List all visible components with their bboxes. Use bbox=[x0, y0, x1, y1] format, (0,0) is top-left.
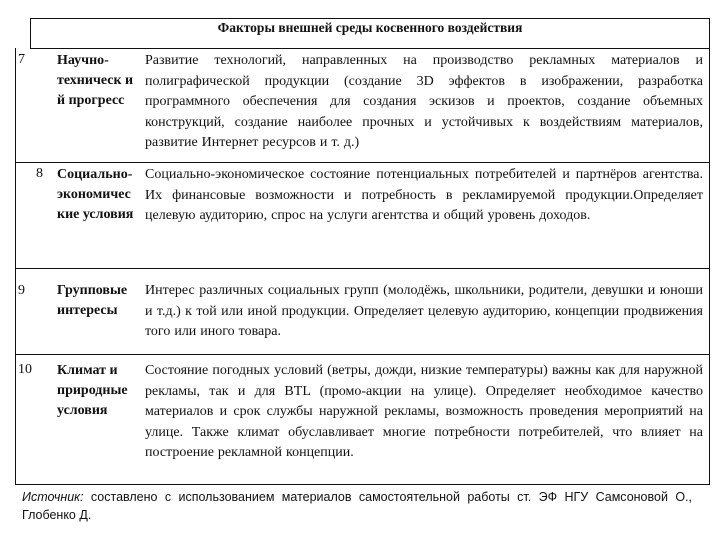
source-text: составлено с использованием материалов самостоятельной работы ст. ЭФ НГУ Самсоновой О., Глобенко Д. bbox=[22, 490, 692, 522]
row-divider bbox=[15, 354, 710, 355]
row-number: 7 bbox=[18, 52, 25, 67]
factor-description: Интерес различных социальных групп (молодёжь, школьники, родители, девушки и юноши и т.д.) к той или иной продукции. Определяет целевую аудиторию, концепции продвижения того или иного товара. bbox=[145, 283, 703, 339]
factor-description: Состояние погодных условий (ветры, дожди, низкие температуры) важны как для наружной рекламы, так и для BTL (промо-акции на улице). Определяет необходимое качество материалов и срок службы наружной рекламы, возможность проведения мероприятий на улице. Также климат обуславливает многие потребности потребителей, что влияет на построение рекламной концепции. bbox=[145, 363, 703, 460]
factor-description: Социально-экономическое состояние потенциальных потребителей и партнёров агентства. Их финансовые возможности и потребность в рекламируемой продукции.Определяет целевую аудиторию, спрос на услуги агентства и общий уровень доходов. bbox=[145, 167, 703, 223]
factor-name: Социально- экономичес кие условия bbox=[57, 167, 134, 222]
row-number: 10 bbox=[18, 362, 32, 377]
table-border-right bbox=[709, 18, 710, 485]
table-border-bottom bbox=[15, 484, 710, 485]
table-title: Факторы внешней среды косвенного воздействия bbox=[217, 20, 523, 35]
factor-name: Климат и природные условия bbox=[57, 363, 128, 418]
factor-name: Групповые интересы bbox=[57, 283, 128, 318]
row-number: 8 bbox=[36, 166, 43, 181]
row-divider bbox=[15, 162, 710, 163]
table-header-divider bbox=[30, 48, 710, 49]
source-note bbox=[22, 488, 692, 524]
table-border-left bbox=[15, 48, 16, 485]
factor-name: Научно- техническ и й прогресс bbox=[57, 53, 134, 108]
source-label: Источник: bbox=[22, 490, 84, 504]
factor-description: Развитие технологий, направленных на производство рекламных материалов и полиграфической продукции (создание 3D эффектов в изображении, разработка программного обеспечения для создания эскизов и проектов, создание объемных конструкций, создание наиболее прочных и устойчивых к воздействиям материалов, развитие Интернет ресурсов и т. д.) bbox=[145, 53, 703, 150]
row-number: 9 bbox=[18, 283, 25, 298]
table-border-top bbox=[30, 18, 710, 19]
row-divider bbox=[15, 268, 710, 269]
